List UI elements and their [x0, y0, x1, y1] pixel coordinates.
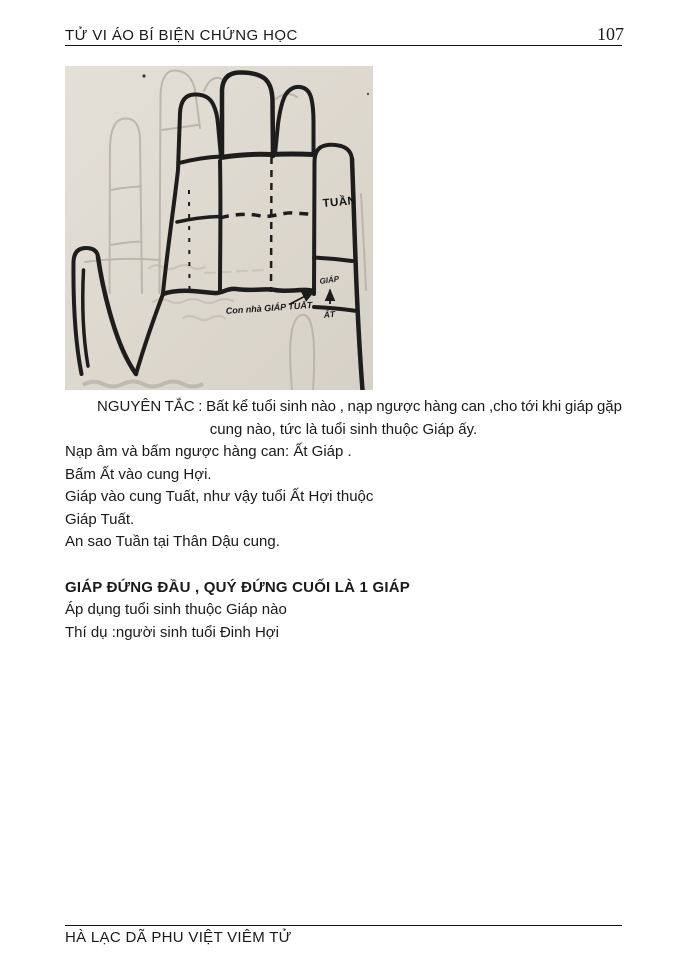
header-divider	[65, 45, 622, 46]
step-line: Giáp vào cung Tuất, như vậy tuổi Ất Hợi thuộc	[65, 488, 374, 505]
page-body-text	[65, 396, 622, 644]
section-heading: GIÁP ĐỨNG ĐẦU , QUÝ ĐỨNG CUỐI LÀ 1 GIÁP	[65, 578, 410, 596]
page-number: 107	[597, 24, 624, 44]
figure-label-giap: GIÁP	[319, 274, 340, 286]
author-name: HÀ LẠC DÃ PHU VIỆT VIÊM TỬ	[65, 929, 292, 946]
figure-label-tuan: TUẦN	[322, 195, 357, 210]
scan-speck	[142, 74, 145, 77]
apply-line: Áp dụng tuổi sinh thuộc Giáp nào	[65, 601, 287, 618]
footer-divider	[65, 925, 622, 926]
nap-am-line: Nạp âm và bấm ngược hàng can: Ất Giáp .	[65, 443, 352, 460]
scan-speck	[367, 93, 369, 95]
figure-label-at: ẤT	[323, 308, 336, 320]
palm-diagram-figure	[65, 66, 373, 390]
example-line: Thí dụ :người sinh tuổi Đinh Hợi	[65, 623, 279, 641]
step-line: An sao Tuần tại Thân Dậu cung.	[65, 533, 280, 550]
palm-diagram	[65, 66, 373, 390]
principle-paragraph	[65, 396, 622, 441]
principle-line-2: cung nào, tức là tuổi sinh thuộc Giáp ấy.	[209, 420, 478, 438]
step-line: Giáp Tuất.	[65, 510, 135, 528]
step-line: Bấm Ất vào cung Hợi.	[65, 465, 212, 483]
book-title: TỬ VI ÁO BÍ BIỆN CHỨNG HỌC	[65, 27, 298, 44]
figure-handwritten-note: Con nhà GIÁP TUẤT	[225, 299, 313, 316]
principle-line-1: NGUYÊN TẮC : Bất kể tuổi sinh nào , nạp ngược hàng can ,cho tới khi giáp gặp	[97, 398, 622, 415]
